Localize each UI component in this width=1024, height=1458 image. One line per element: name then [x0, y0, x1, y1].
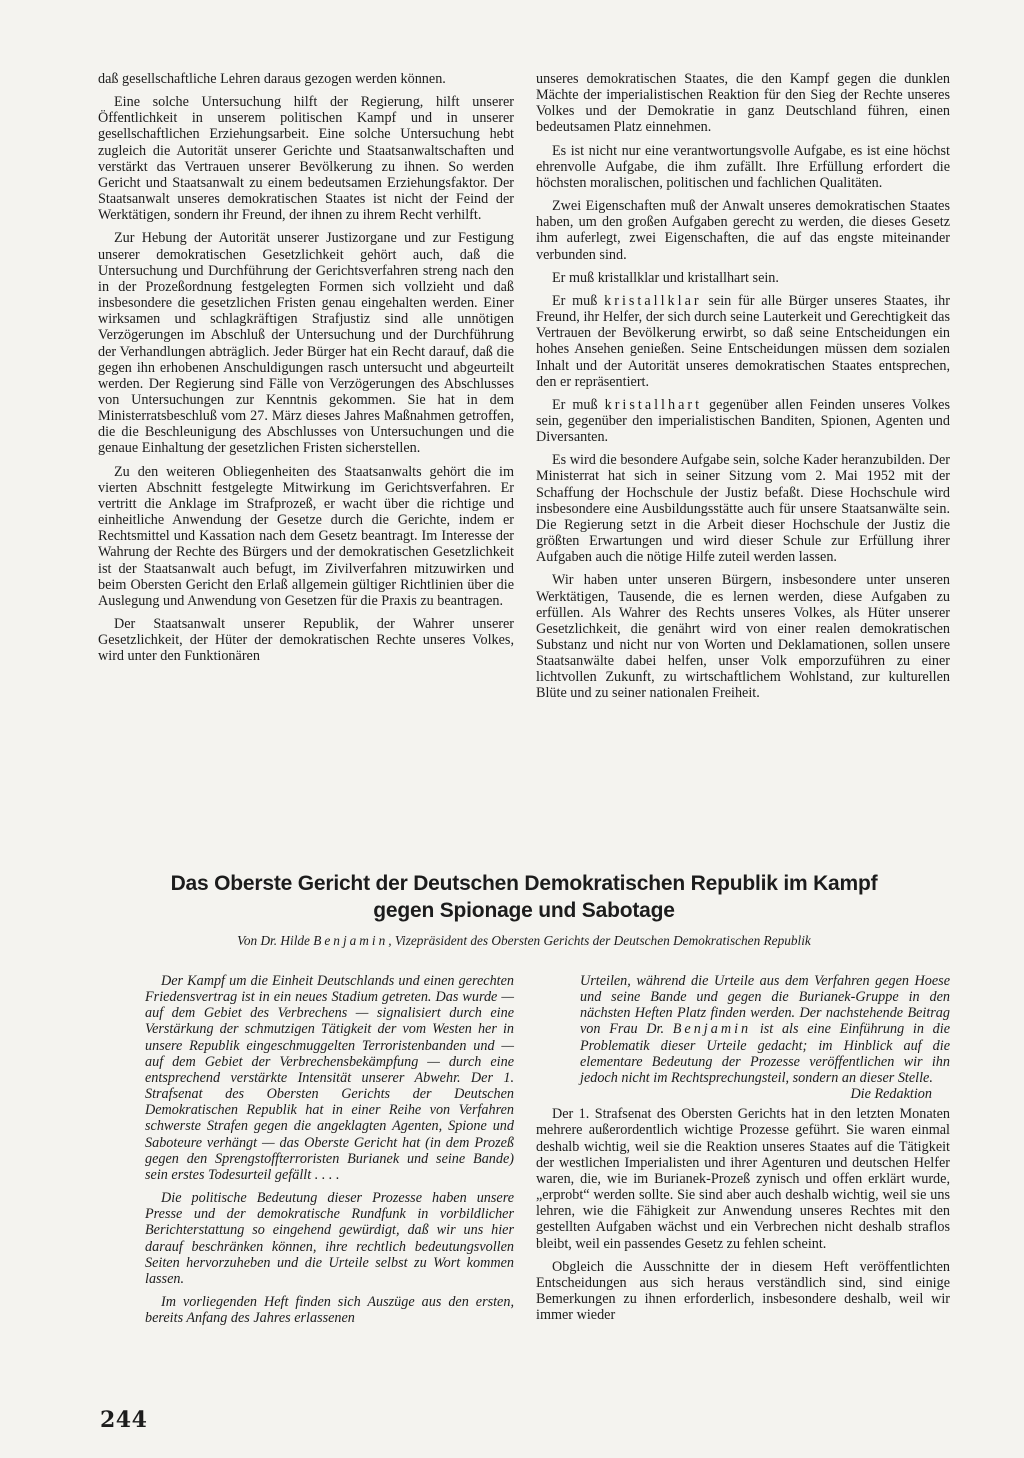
byline-prefix: Von Dr. Hilde: [237, 933, 310, 948]
intro-paragraph: Die politische Bedeutung dieser Prozesse haben unsere Presse und der demokratische Rundfunk in vorbildlicher Berichterstattung so eingehend gewürdigt, daß wir uns hier darauf beschränken können, ihre rechtlich bedeutungsvollen Seiten hervorzuheben und die Urteile selbst zu Wort kommen lassen.: [145, 1190, 514, 1287]
spaced-word: kristallklar: [604, 292, 702, 309]
bottom-left-column: [145, 973, 514, 1333]
author-name: Benjamin: [672, 1021, 752, 1038]
byline-suffix: , Vizepräsident des Obersten Gerichts der Deutschen Demokratischen Republik: [388, 933, 811, 948]
paragraph: Es ist nicht nur eine verantwortungsvolle Aufgabe, es ist eine höchst ehrenvolle Aufgabe, die ihm zufällt. Ihre Erfüllung erfordert die höchsten moralischen, politischen und fachlichen Qualitäten.: [536, 142, 950, 191]
intro-continuation: [536, 973, 950, 1102]
paragraph: Zur Hebung der Autorität unserer Justizorgane und zur Festigung unserer demokratischen Gesetzlichkeit gehört auch, daß die Untersuchung und Durchführung der Gerichtsverfahren streng nach den in der Prozeßordnung festgelegten Formen sich vollzieht und daß insbesondere die gesetzlichen Fristen genau eingehalten werden. Einer wirksamen und schlagkräftigen Strafjustiz sind alle unnötigen Verzögerungen im Abschluß der Untersuchung und der Durchführung der Verhandlungen abträglich. Jeder Bürger hat ein Recht darauf, daß die gegen ihn erhobenen Anschuldigungen rasch untersucht und abgeurteilt werden. Der Regierung sind Fälle von Verzögerungen des Abschlusses von Untersuchungen zur Kenntnis gekommen. Sie hat in dem Ministerratsbeschluß vom 27. März dieses Jahres Maßnahmen getroffen, die die Beschleunigung des Abschlusses von Untersuchungen und die genaue Einhaltung der gesetzlichen Fristen sicherstellen.: [98, 230, 514, 457]
intro-paragraph: Im vorliegenden Heft finden sich Auszüge aus den ersten, bereits Anfang des Jahres erlassenen: [145, 1293, 514, 1327]
intro-text: ist als eine Einführung in die Problematik dieser Urteile gedacht; im Hinblick auf die elementare Bedeutung der Prozesse veröffentlichen wir ihn jedoch nicht im Rechtsprechungsteil, sondern an dieser Stelle.: [580, 1021, 951, 1086]
paragraph: Zu den weiteren Obliegenheiten des Staatsanwalts gehört die im vierten Abschnitt festgelegte Mitwirkung im Gerichtsverfahren. Er vertritt die Anklage im Strafprozeß, er wacht über die richtige und einheitliche Anwendung der Gesetze durch die Gerichte, indem er Rechtsmittel und Kassation nach dem Gesetz beantragt. Im Interesse der Wahrung der Rechte des Bürgers und der demokratischen Gesetzlichkeit ist der Staatsanwalt auch befugt, im Zivilverfahren mitzuwirken und beim Obersten Gericht den Erlaß allgemein gültiger Richtlinien über die Auslegung und Anwendung von Gesetzen für die Praxis zu beantragen.: [98, 463, 514, 609]
page-number: 244: [100, 1407, 148, 1433]
paragraph-kristallhart: [536, 397, 950, 445]
top-right-column: [536, 71, 950, 709]
byline: [90, 933, 958, 949]
paragraph: Er muß kristallklar und kristallhart sein.: [552, 269, 779, 286]
spaced-word: kristallhart: [604, 396, 703, 413]
paragraph: Obgleich die Ausschnitte der in diesem Heft veröffentlichten Entscheidungen aus sich heraus verständlich sind, sind einige Bemerkungen zu ihnen erforderlich, insbesondere deshalb, weil wir immer wieder: [536, 1258, 950, 1324]
paragraph: Zwei Eigenschaften muß der Anwalt unseres demokratischen Staates haben, um den großen Aufgaben gerecht zu werden, die dieses Gesetz ihm auferlegt, zwei Eigenschaften, die auf das engste miteinander verbunden sind.: [536, 198, 950, 263]
paragraph: Der Staatsanwalt unserer Republik, der Wahrer unserer Gesetzlichkeit, der Hüter der demokratischen Rechte unseres Volkes, wird unter den Funktionären: [98, 616, 514, 665]
paragraph-text: gegenüber allen Feinden unseres Volkes sein, gegenüber den imperialistischen Banditen, Spionen, Agenten und Diversanten.: [536, 396, 950, 446]
paragraph: Es wird die besondere Aufgabe sein, solche Kader heranzubilden. Der Ministerrat hat sich in seiner Sitzung vom 2. Mai 1952 mit der Schaffung der Hochschule der Justiz befaßt. Diese Hochschule wird insbesondere eine Ausbildungsstätte auch für unsere Staatsanwälte sein. Die Regierung setzt in die Arbeit dieser Hochschule der Justiz die größten Erwartungen und wird dieser Schule zur Erfüllung ihrer Aufgaben auch die nötige Hilfe zuteil werden lassen.: [536, 452, 950, 566]
title-line: gegen Spionage und Sabotage: [373, 899, 675, 922]
article-title: [100, 870, 948, 924]
lead-text: Er muß: [552, 396, 598, 413]
intro-paragraph: Der Kampf um die Einheit Deutschlands und einen gerechten Friedensvertrag ist in ein neues Stadium getreten. Das wurde — auf dem Gebiet des Verbrechens — signalisiert durch eine Verstärkung der schmutzigen Tätigkeit der vom Westen her in unsere Republik eingeschmuggelten Terroristenbanden und — auf dem Gebiet der Verbrechensbekämpfung — durch eine entsprechend verstärkte Intensität unserer Abwehr. Der 1. Strafsenat des Obersten Gerichts der Deutschen Demokratischen Republik hat in einer Reihe von Verfahren schwerste Strafen gegen die angeklagten Agenten, Spione und Saboteure verhängt — das Oberste Gericht hat (in dem Prozeß gegen den Sprengstoffterroristen Burianek und seine Bande) sein erstes Todesurteil gefällt . . . .: [145, 973, 514, 1183]
editorial-signoff: Die Redaktion: [850, 1086, 932, 1103]
paragraph: daß gesellschaftliche Lehren daraus gezogen werden können.: [98, 71, 446, 87]
lead-text: Er muß: [552, 292, 598, 309]
bottom-right-column: [536, 973, 950, 1330]
intro-paragraph: [536, 973, 950, 1086]
intro-text: Urteilen, während die Urteile aus dem Verfahren gegen Hoese und seine Bande und gegen die Burianek-Gruppe in den nächsten Heften Platz finden werden. Der nachstehende Beitrag von Frau Dr.: [580, 973, 950, 1038]
paragraph: Wir haben unter unseren Bürgern, insbesondere unter unseren Werktätigen, Tausende, die es lernen werden, diese Aufgaben zu erfüllen. Als Wahrer des Rechts unseres Volkes, als Hüter unserer Gesetzlichkeit, die genährt wird von einer realen demokratischen Substanz und nicht nur von Worten und Deklamationen, sollen unsere Staatsanwälte dabei helfen, unser Volk emporzuführen zu einer lichtvollen Zukunft, zu wirtschaftlichem Wohlstand, zur kulturellen Blüte und zu seiner nationalen Freiheit.: [536, 572, 950, 702]
title-line: Das Oberste Gericht der Deutschen Demokratischen Republik im Kampf: [170, 872, 878, 895]
paragraph-kristallklar: [536, 293, 950, 390]
paragraph: Der 1. Strafsenat des Obersten Gerichts hat in den letzten Monaten mehrere außerordentlich wichtige Prozesse geführt. Sie waren einmal deshalb wichtig, weil sie die Reaktion unseres Staates auf die Tätigkeit der westlichen Imperialisten und ihrer Agenturen und deutschen Helfer waren, die, wie im Burianek-Prozeß zynisch und offen erklärt wurde, „erprobt“ werden sollte. Sie sind aber auch deshalb wichtig, weil sie uns lehren, wie die Fähigkeit zur Anwendung unseres Rechtes mit den gestellten Aufgaben wächst und ein Verbrechen nicht deshalb straflos bleibt, weil ein passendes Gesetz zu fehlen scheint.: [536, 1106, 950, 1252]
author-name: Benjamin: [313, 933, 389, 948]
top-left-column: [98, 71, 514, 671]
paragraph-text: sein für alle Bürger unseres Staates, ihr Freund, ihr Helfer, der sich durch seine Lauterkeit und Gerechtigkeit das Vertrauen der Bevölkerung erwirbt, so daß seine Entscheidungen ein hohes Ansehen genießen. Seine Entscheidungen müssen dem sozialen Inhalt und der Autorität unseres demokratischen Staates entsprechen, den er repräsentiert.: [536, 292, 950, 390]
paragraph: Eine solche Untersuchung hilft der Regierung, hilft unserer Öffentlichkeit in unserem politischen Kampf und in unserer gesellschaftlichen Erziehungsarbeit. Eine solche Untersuchung hebt zugleich die Autorität unserer Gerichte und Staatsanwaltschaften und verstärkt das Vertrauen unserer Bevölkerung zu ihnen. So werden Gericht und Staatsanwalt zu einem bedeutsamen Erziehungsfaktor. Der Staatsanwalt unseres demokratischen Staates ist nicht der Feind der Werktätigen, sondern ihr Freund, der ihnen zu ihrem Recht verhilft.: [98, 94, 514, 224]
paragraph: unseres demokratischen Staates, die den Kampf gegen die dunklen Mächte der imperialistischen Reaktion für den Sieg der Rechte unseres Volkes und der Demokratie in ganz Deutschland führen, einen bedeutsamen Platz einnehmen.: [536, 71, 950, 136]
